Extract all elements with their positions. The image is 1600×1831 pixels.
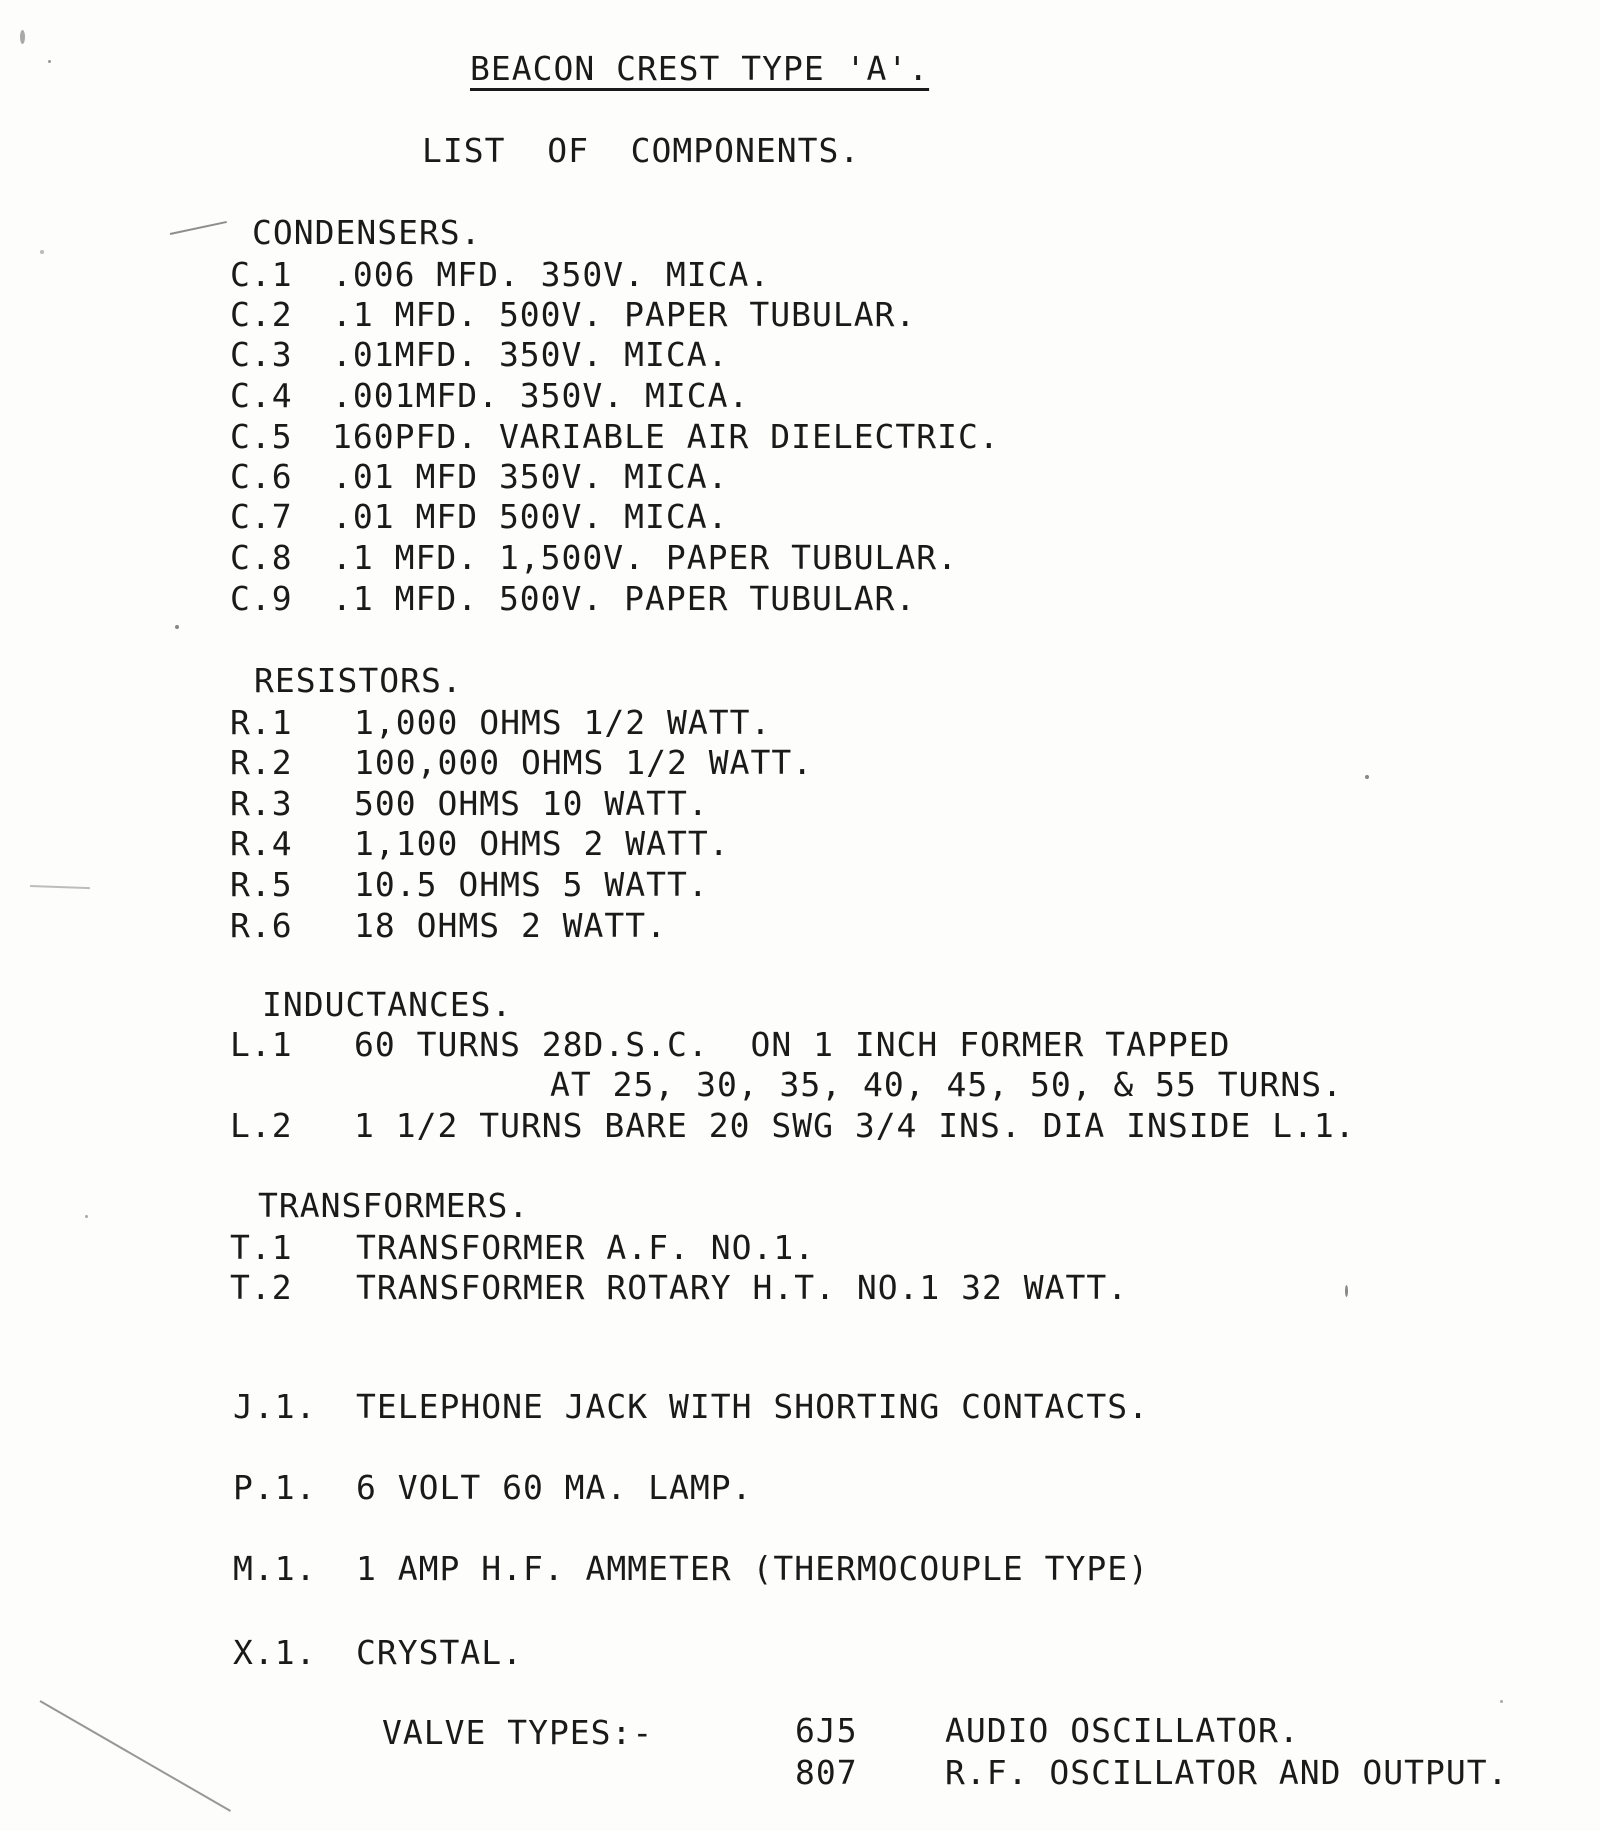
resistor-ref: R.6: [230, 906, 293, 945]
condenser-ref: C.6: [230, 457, 293, 496]
resistor-desc: 100,000 OHMS 1/2 WATT.: [354, 743, 814, 782]
scan-speck: [40, 250, 44, 254]
condenser-ref: C.2: [230, 295, 293, 334]
condenser-desc: .01 MFD 500V. MICA.: [332, 497, 729, 536]
transformer-ref: T.2: [230, 1268, 293, 1307]
resistors-heading: RESISTORS.: [254, 661, 463, 700]
condenser-ref: C.4: [230, 376, 293, 415]
condenser-desc: .01 MFD 350V. MICA.: [332, 457, 729, 496]
scan-scratch: [40, 1700, 232, 1812]
component-desc: 1 AMP H.F. AMMETER (THERMOCOUPLE TYPE): [356, 1549, 1149, 1588]
inductance-desc: 60 TURNS 28D.S.C. ON 1 INCH FORMER TAPPED: [354, 1025, 1231, 1064]
resistor-desc: 10.5 OHMS 5 WATT.: [354, 865, 709, 904]
inductance-ref: L.1: [230, 1025, 293, 1064]
inductance-desc: 1 1/2 TURNS BARE 20 SWG 3/4 INS. DIA INSIDE L.1.: [354, 1106, 1356, 1145]
inductance-ref: L.2: [230, 1106, 293, 1145]
condenser-desc: .006 MFD. 350V. MICA.: [332, 255, 771, 294]
component-ref: X.1.: [233, 1633, 317, 1672]
valve-use: AUDIO OSCILLATOR.: [945, 1711, 1300, 1750]
condenser-ref: C.7: [230, 497, 293, 536]
condenser-desc: .01MFD. 350V. MICA.: [332, 335, 729, 374]
resistor-desc: 1,000 OHMS 1/2 WATT.: [354, 703, 772, 742]
condenser-desc: .1 MFD. 1,500V. PAPER TUBULAR.: [332, 538, 959, 577]
valve-use: R.F. OSCILLATOR AND OUTPUT.: [945, 1753, 1509, 1792]
valve-type: 807: [795, 1753, 858, 1792]
resistor-ref: R.3: [230, 784, 293, 823]
document-subtitle: LIST OF COMPONENTS.: [422, 131, 861, 170]
document-title: BEACON CREST TYPE 'A'.: [470, 49, 930, 88]
scan-speck: [175, 625, 179, 629]
scan-speck: [1365, 775, 1369, 779]
valve-type: 6J5: [795, 1711, 858, 1750]
component-ref: J.1.: [233, 1387, 317, 1426]
transformer-desc: TRANSFORMER ROTARY H.T. NO.1 32 WATT.: [356, 1268, 1129, 1307]
scan-scratch: [30, 885, 90, 889]
condenser-ref: C.3: [230, 335, 293, 374]
condenser-desc: 160PFD. VARIABLE AIR DIELECTRIC.: [332, 417, 1000, 456]
resistor-desc: 500 OHMS 10 WATT.: [354, 784, 709, 823]
transformer-desc: TRANSFORMER A.F. NO.1.: [356, 1228, 816, 1267]
transformers-heading: TRANSFORMERS.: [258, 1186, 530, 1225]
scan-speck: [20, 30, 25, 44]
condenser-ref: C.8: [230, 538, 293, 577]
condenser-desc: .1 MFD. 500V. PAPER TUBULAR.: [332, 295, 917, 334]
resistor-ref: R.4: [230, 824, 293, 863]
valve-types-label: VALVE TYPES:-: [382, 1713, 654, 1752]
component-desc: CRYSTAL.: [356, 1633, 523, 1672]
inductances-heading: INDUCTANCES.: [262, 985, 513, 1024]
scan-speck: [85, 1215, 88, 1218]
condensers-heading: CONDENSERS.: [252, 213, 482, 252]
component-desc: TELEPHONE JACK WITH SHORTING CONTACTS.: [356, 1387, 1149, 1426]
condenser-ref: C.9: [230, 579, 293, 618]
component-ref: M.1.: [233, 1549, 317, 1588]
condenser-ref: C.5: [230, 417, 293, 456]
condenser-desc: .001MFD. 350V. MICA.: [332, 376, 750, 415]
component-ref: P.1.: [233, 1468, 317, 1507]
transformer-ref: T.1: [230, 1228, 293, 1267]
resistor-ref: R.5: [230, 865, 293, 904]
component-desc: 6 VOLT 60 MA. LAMP.: [356, 1468, 753, 1507]
condenser-desc: .1 MFD. 500V. PAPER TUBULAR.: [332, 579, 917, 618]
resistor-ref: R.1: [230, 703, 293, 742]
scan-speck: [48, 60, 51, 63]
condenser-ref: C.1: [230, 255, 293, 294]
resistor-ref: R.2: [230, 743, 293, 782]
scan-scratch: [170, 221, 227, 235]
resistor-desc: 1,100 OHMS 2 WATT.: [354, 824, 730, 863]
resistor-desc: 18 OHMS 2 WATT.: [354, 906, 668, 945]
inductance-desc-continuation: AT 25, 30, 35, 40, 45, 50, & 55 TURNS.: [550, 1065, 1343, 1104]
scan-speck: [1500, 1700, 1503, 1703]
scan-speck: [1345, 1285, 1348, 1297]
